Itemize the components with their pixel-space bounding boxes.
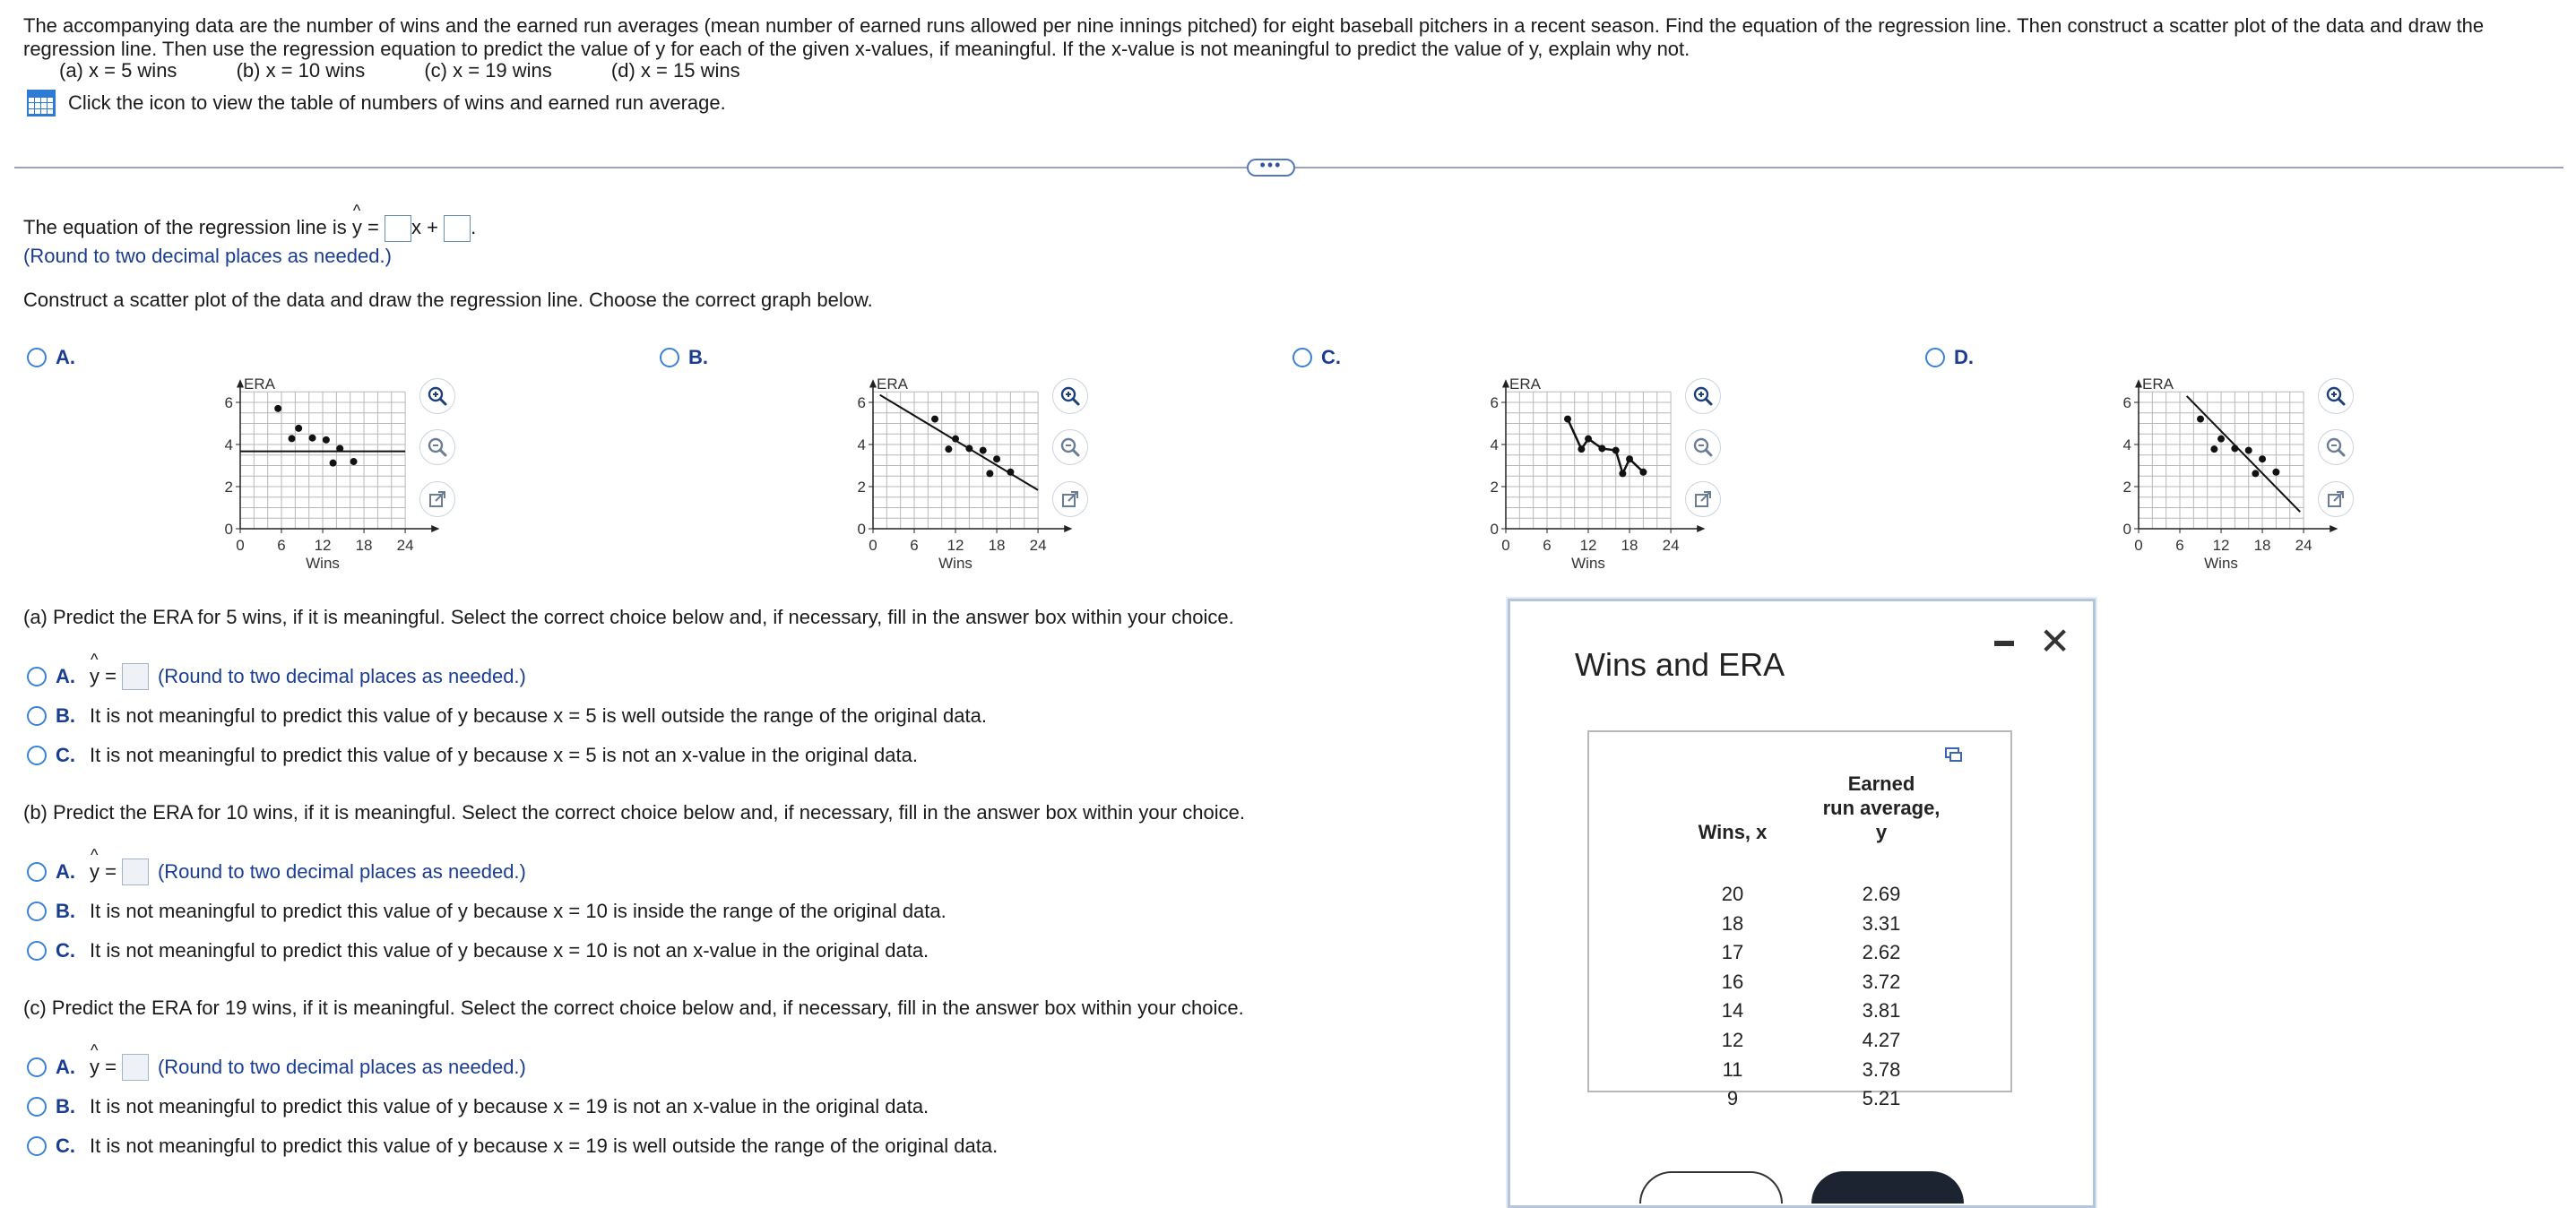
option-letter: A. [56, 346, 75, 368]
x-axis-arrow [431, 525, 439, 532]
zoom-in-icon[interactable] [1685, 378, 1721, 414]
cell-era: 3.78 [1862, 1057, 1901, 1081]
part-d: (d) x = 15 wins [610, 59, 740, 82]
radio-button[interactable] [27, 1097, 47, 1117]
zoom-in-icon[interactable] [2318, 378, 2354, 414]
copy-icon[interactable] [1944, 746, 1964, 763]
answer-input[interactable] [122, 663, 149, 690]
data-point [289, 435, 296, 442]
x-axis-label: Wins [1571, 555, 1605, 572]
cell-era: 5.21 [1862, 1087, 1901, 1110]
y-tick-label: 6 [857, 394, 866, 411]
open-external-icon[interactable] [1052, 481, 1088, 517]
y-axis-arrow [2135, 379, 2142, 387]
y-tick-label: 4 [1490, 436, 1499, 453]
x-tick-label: 0 [2134, 537, 2143, 554]
regression-equation [23, 215, 476, 242]
x-axis-arrow [1697, 525, 1705, 532]
x-axis-label: Wins [2204, 555, 2238, 572]
slope-input[interactable] [385, 215, 411, 242]
cell-era: 2.62 [1862, 941, 1901, 964]
col-header-era-line1: Earned [1847, 772, 1915, 795]
data-point [986, 470, 993, 477]
cell-wins: 9 [1726, 1087, 1739, 1110]
data-point [323, 436, 330, 444]
cell-era: 3.81 [1862, 999, 1901, 1022]
option-letter: A. [56, 1056, 75, 1078]
part-b: (b) x = 10 wins [236, 59, 366, 82]
col-header-era-line2: run average, [1822, 797, 1941, 819]
option-letter: C. [56, 744, 75, 766]
x-tick-label: 18 [355, 537, 373, 554]
question-choice-b[interactable] [27, 704, 987, 728]
option-letter: B. [688, 346, 708, 368]
option-letter: D. [1954, 346, 1974, 368]
x-axis-label: Wins [938, 555, 972, 572]
data-point [993, 455, 1000, 462]
cell-wins: 18 [1721, 911, 1744, 935]
round-hint: (Round to two decimal places as needed.) [157, 665, 526, 687]
option-letter: C. [56, 939, 75, 962]
data-point [2272, 469, 2279, 476]
data-point [1612, 447, 1620, 454]
x-tick-label: 0 [869, 537, 877, 554]
parts-list [59, 59, 794, 82]
open-external-icon[interactable] [2318, 481, 2354, 517]
open-external-icon[interactable] [1685, 481, 1721, 517]
x-axis-arrow [1064, 525, 1072, 532]
y-axis-label: ERA [244, 375, 275, 393]
part-a: (a) x = 5 wins [59, 59, 177, 82]
answer-input[interactable] [122, 1054, 149, 1081]
cell-era: 2.69 [1862, 883, 1901, 905]
x-tick-label: 12 [947, 537, 964, 554]
choice-text: It is not meaningful to predict this value of y because x = 5 is well outside the range of the original data. [90, 704, 987, 727]
data-point [1598, 444, 1605, 452]
option-letter: A. [56, 665, 75, 687]
yhat-symbol: ^ y = [90, 1056, 117, 1079]
question-prompt: (c) Predict the ERA for 19 wins, if it is meaningful. Select the correct choice below and, if necessary, fill in the answer box within your choice. [23, 997, 1244, 1019]
table-link-text: Click the icon to view the table of numbers of wins and earned run average. [68, 91, 726, 114]
radio-button[interactable] [27, 1057, 47, 1077]
y-tick-label: 4 [857, 436, 866, 453]
choice-text: It is not meaningful to predict this value of y because x = 19 is not an x-value in the original data. [90, 1095, 929, 1117]
x-tick-label: 12 [1579, 537, 1597, 554]
zoom-out-icon[interactable] [1685, 429, 1721, 465]
graph-option-0[interactable] [27, 346, 75, 369]
question-choice-c[interactable] [27, 744, 918, 767]
close-icon[interactable]: ✕ [2039, 620, 2071, 662]
option-letter: A. [56, 860, 75, 883]
y-axis-label: ERA [1509, 375, 1541, 393]
choice-text: It is not meaningful to predict this value of y because x = 5 is not an x-value in the original data. [90, 744, 918, 766]
cell-wins: 16 [1721, 970, 1744, 993]
option-letter: B. [56, 704, 75, 727]
data-point [2197, 416, 2204, 423]
period: . [471, 215, 477, 238]
x-tick-label: 6 [2175, 537, 2184, 554]
regression-line [880, 395, 1038, 490]
table-link[interactable] [27, 90, 726, 116]
cell-wins: 11 [1722, 1057, 1743, 1081]
y-tick-label: 0 [224, 521, 233, 538]
data-point [350, 458, 358, 465]
data-point [1585, 436, 1592, 443]
x-axis-label: Wins [306, 555, 340, 572]
option-letter: C. [56, 1135, 75, 1157]
data-point [2259, 455, 2266, 462]
x-tick-label: 24 [2295, 537, 2312, 554]
data-point [1578, 445, 1585, 453]
data-table [1587, 730, 2012, 1110]
radio-button[interactable] [27, 746, 47, 765]
data-point [1639, 469, 1647, 476]
zoom-in-icon[interactable] [419, 378, 455, 414]
regression-round-hint: (Round to two decimal places as needed.) [23, 245, 392, 267]
x-tick-label: 18 [1621, 537, 1638, 554]
more-button[interactable]: ••• [1247, 159, 1295, 177]
question-choice-a[interactable] [27, 859, 526, 885]
x-tick-label: 6 [277, 537, 286, 554]
cell-wins: 12 [1721, 1029, 1744, 1051]
steep-line [2187, 396, 2301, 512]
answer-input[interactable] [122, 859, 149, 885]
cell-era: 3.72 [1862, 970, 1901, 993]
question-choice-c[interactable] [27, 1135, 998, 1158]
radio-button[interactable] [1925, 348, 1945, 367]
x-tick-label: 0 [1501, 537, 1510, 554]
minimize-icon[interactable] [1994, 641, 2014, 646]
question-choice-c[interactable] [27, 939, 929, 962]
x-plus-label: x + [411, 215, 438, 238]
y-tick-label: 6 [2122, 394, 2131, 411]
data-point [295, 425, 302, 432]
popup-print-button[interactable] [1639, 1171, 1783, 1204]
x-tick-label: 6 [1543, 537, 1552, 554]
col-header-era-line3: y [1875, 821, 1888, 843]
connected-line [1568, 419, 1643, 474]
y-axis-arrow [1502, 379, 1509, 387]
y-axis-arrow [869, 379, 877, 387]
data-point [2252, 470, 2259, 477]
radio-button[interactable] [27, 706, 47, 726]
data-point [1564, 416, 1571, 423]
option-letter: C. [1321, 346, 1341, 368]
data-point [952, 436, 959, 443]
choice-text: It is not meaningful to predict this value of y because x = 10 is inside the range of the original data. [90, 900, 947, 922]
radio-button[interactable] [27, 1136, 47, 1156]
x-tick-label: 18 [988, 537, 1006, 554]
data-point [274, 405, 281, 412]
graph-option-3[interactable] [1925, 346, 1974, 369]
data-point [330, 460, 337, 467]
x-axis-arrow [2330, 525, 2338, 532]
radio-button[interactable] [660, 348, 679, 367]
x-tick-label: 18 [2253, 537, 2271, 554]
y-tick-label: 2 [857, 479, 866, 496]
question-choice-a[interactable] [27, 663, 526, 690]
col-header-era [1801, 772, 1962, 844]
graph-option-2[interactable] [1292, 346, 1341, 369]
data-point [309, 435, 316, 442]
y-axis-arrow [237, 379, 244, 387]
data-point [2231, 444, 2238, 452]
yhat-symbol: ^ y = [90, 665, 117, 688]
radio-button[interactable] [27, 667, 47, 686]
table-icon[interactable] [27, 90, 56, 116]
radio-button[interactable] [1292, 348, 1312, 367]
x-tick-label: 24 [1662, 537, 1680, 554]
zoom-out-icon[interactable] [419, 429, 455, 465]
question-choice-b[interactable] [27, 1095, 929, 1118]
choice-text: It is not meaningful to predict this value of y because x = 19 is well outside the range of the original data. [90, 1135, 998, 1157]
round-hint: (Round to two decimal places as needed.) [157, 1056, 526, 1078]
data-point [945, 445, 952, 453]
zoom-out-icon[interactable] [2318, 429, 2354, 465]
y-tick-label: 2 [1490, 479, 1499, 496]
data-point [2245, 447, 2252, 454]
y-tick-label: 4 [224, 436, 233, 453]
popup-title: Wins and ERA [1575, 646, 1785, 683]
choice-text: It is not meaningful to predict this value of y because x = 10 is not an x-value in the original data. [90, 939, 929, 962]
y-tick-label: 0 [1490, 521, 1499, 538]
cell-wins: 20 [1721, 883, 1744, 905]
cell-wins: 17 [1721, 941, 1744, 964]
radio-button[interactable] [27, 902, 47, 921]
popup-done-button[interactable] [1811, 1171, 1964, 1204]
x-tick-label: 0 [236, 537, 245, 554]
question-prompt: (a) Predict the ERA for 5 wins, if it is meaningful. Select the correct choice below and, if necessary, fill in the answer box within your choice. [23, 606, 1234, 628]
y-tick-label: 2 [2122, 479, 2131, 496]
option-letter: B. [56, 900, 75, 922]
x-tick-label: 6 [910, 537, 919, 554]
x-tick-label: 24 [1029, 537, 1047, 554]
regression-prefix: The equation of the regression line is [23, 215, 347, 238]
graph-option-1[interactable] [660, 346, 708, 369]
cell-era: 3.31 [1862, 911, 1901, 935]
cell-era: 4.27 [1862, 1029, 1901, 1051]
x-tick-label: 24 [396, 537, 414, 554]
radio-button[interactable] [27, 941, 47, 961]
col-header-wins: Wins, x [1698, 821, 1768, 843]
zoom-out-icon[interactable] [1052, 429, 1088, 465]
data-point [336, 444, 343, 452]
y-tick-label: 4 [2122, 436, 2131, 453]
question-prompt: (b) Predict the ERA for 10 wins, if it is meaningful. Select the correct choice below and, if necessary, fill in the answer box within your choice. [23, 801, 1246, 824]
data-point [965, 444, 972, 452]
yhat-symbol: ^ y = [90, 860, 117, 884]
data-point [1619, 470, 1626, 477]
x-tick-label: 12 [2212, 537, 2230, 554]
data-point [931, 416, 938, 423]
y-tick-label: 0 [2122, 521, 2131, 538]
y-tick-label: 2 [224, 479, 233, 496]
open-external-icon[interactable] [419, 481, 455, 517]
zoom-in-icon[interactable] [1052, 378, 1088, 414]
x-tick-label: 12 [314, 537, 332, 554]
part-c: (c) x = 19 wins [424, 59, 552, 82]
cell-wins: 14 [1721, 999, 1744, 1022]
data-point [2210, 445, 2217, 453]
question-choice-b[interactable] [27, 900, 947, 923]
round-hint: (Round to two decimal places as needed.) [157, 860, 526, 883]
scatter-prompt: Construct a scatter plot of the data and draw the regression line. Choose the correct graph below. [23, 289, 873, 311]
intercept-input[interactable] [444, 215, 471, 242]
problem-statement: The accompanying data are the number of wins and the earned run averages (mean number of earned runs allowed per nine innings pitched) for eight baseball pitchers in a recent season. Find the equation of the regression line. Then construct a scatter plot of the data and draw the regression line. Then use the regression equation to predict the value of y for each of the given x-values, if meaningful. If the x-value is not meaningful to predict the value of y, explain why not. [23, 14, 2485, 60]
y-tick-label: 6 [224, 394, 233, 411]
question-choice-a[interactable] [27, 1054, 526, 1081]
y-axis-label: ERA [2142, 375, 2174, 393]
data-table-popup [1508, 599, 2096, 1208]
y-tick-label: 6 [1490, 394, 1499, 411]
y-tick-label: 0 [857, 521, 866, 538]
data-point [980, 447, 987, 454]
option-letter: B. [56, 1095, 75, 1117]
radio-button[interactable] [27, 862, 47, 882]
radio-button[interactable] [27, 348, 47, 367]
data-point [1626, 455, 1633, 462]
data-point [2217, 436, 2225, 443]
data-point [1007, 469, 1014, 476]
y-axis-label: ERA [877, 375, 908, 393]
yhat-symbol: ^ y = [352, 216, 379, 239]
